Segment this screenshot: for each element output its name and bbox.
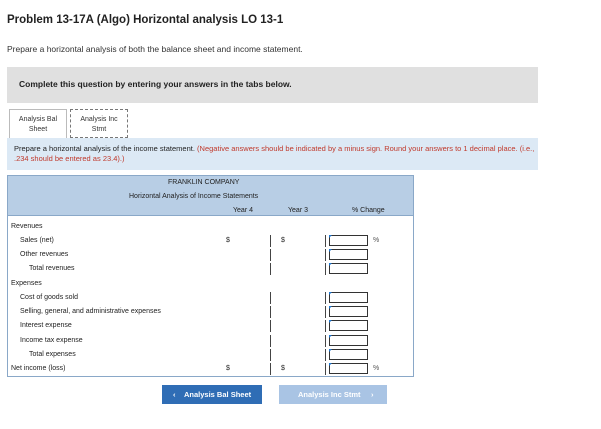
row-label: Net income (loss): [11, 365, 66, 372]
prompt-note: (Negative answers should be indicated by a minus sign. Round your answers to 1 decimal place. (i.e., .234 should be entered as 23.4).): [14, 144, 535, 163]
currency-symbol: $: [226, 237, 230, 244]
question-prompt: [7, 138, 538, 170]
cell-divider: [270, 349, 271, 361]
cell-divider: [270, 320, 271, 332]
banner-text: Complete this question by entering your answers in the tabs below.: [19, 79, 292, 89]
next-button-label: Analysis Inc Stmt: [298, 390, 361, 399]
percent-change-input[interactable]: [329, 335, 368, 346]
tab-label-line1: Analysis Inc: [80, 116, 118, 123]
percent-change-input[interactable]: [329, 263, 368, 274]
cell-divider: [325, 320, 326, 332]
row-label: Total revenues: [29, 265, 75, 272]
percent-sign: %: [373, 237, 380, 244]
instruction-text: Prepare a horizontal analysis of both the balance sheet and income statement.: [7, 44, 303, 54]
instruction-banner: [7, 67, 538, 103]
chevron-left-icon: ‹: [173, 390, 176, 399]
cell-divider: [325, 292, 326, 304]
cell-divider: [325, 335, 326, 347]
cell-divider: [270, 235, 271, 247]
row-label: Total expenses: [29, 351, 76, 358]
percent-change-input[interactable]: [329, 320, 368, 331]
cell-divider: [325, 306, 326, 318]
next-tab-button[interactable]: [279, 385, 387, 404]
prev-button-label: Analysis Bal Sheet: [184, 390, 252, 399]
cell-divider: [325, 263, 326, 275]
cell-divider: [325, 363, 326, 375]
prev-tab-button[interactable]: [162, 385, 262, 404]
tab-label-line2: Sheet: [28, 126, 48, 133]
percent-change-input[interactable]: [329, 235, 368, 246]
tab-analysis-inc-stmt[interactable]: [70, 109, 128, 138]
currency-symbol: $: [281, 237, 285, 244]
cell-divider: [270, 306, 271, 318]
cell-divider: [325, 235, 326, 247]
col-year3-header: Year 3: [288, 207, 308, 214]
percent-change-input[interactable]: [329, 292, 368, 303]
company-name: FRANKLIN COMPANY: [168, 179, 240, 186]
percent-change-input[interactable]: [329, 306, 368, 317]
currency-symbol: $: [226, 365, 230, 372]
row-label: Sales (net): [20, 237, 54, 244]
prompt-text: Prepare a horizontal analysis of the income statement.: [14, 144, 195, 153]
tab-analysis-bal-sheet[interactable]: [9, 109, 67, 138]
percent-change-input[interactable]: [329, 363, 368, 374]
row-label: Cost of goods sold: [20, 294, 78, 301]
row-label: Other revenues: [20, 251, 69, 258]
col-change-header: % Change: [352, 207, 385, 214]
row-label: Interest expense: [20, 322, 72, 329]
row-label: Income tax expense: [20, 337, 83, 344]
table-subtitle: Horizontal Analysis of Income Statements: [129, 193, 259, 200]
cell-divider: [270, 335, 271, 347]
cell-divider: [270, 292, 271, 304]
income-statement-table: [7, 175, 414, 377]
percent-sign: %: [373, 365, 380, 372]
row-label: Revenues: [11, 223, 43, 230]
row-label: Selling, general, and administrative expenses: [20, 308, 161, 315]
cell-divider: [325, 349, 326, 361]
tab-label-line1: Analysis Bal: [18, 116, 58, 123]
cell-divider: [270, 363, 271, 375]
chevron-right-icon: ›: [371, 390, 374, 399]
page-title: Problem 13-17A (Algo) Horizontal analysis LO 13-1: [7, 14, 284, 26]
tab-label-line2: Stmt: [91, 126, 107, 133]
percent-change-input[interactable]: [329, 249, 368, 260]
percent-change-input[interactable]: [329, 349, 368, 360]
cell-divider: [325, 249, 326, 261]
cell-divider: [270, 249, 271, 261]
currency-symbol: $: [281, 365, 285, 372]
row-label: Expenses: [11, 280, 42, 287]
cell-divider: [270, 263, 271, 275]
col-year4-header: Year 4: [233, 207, 253, 214]
